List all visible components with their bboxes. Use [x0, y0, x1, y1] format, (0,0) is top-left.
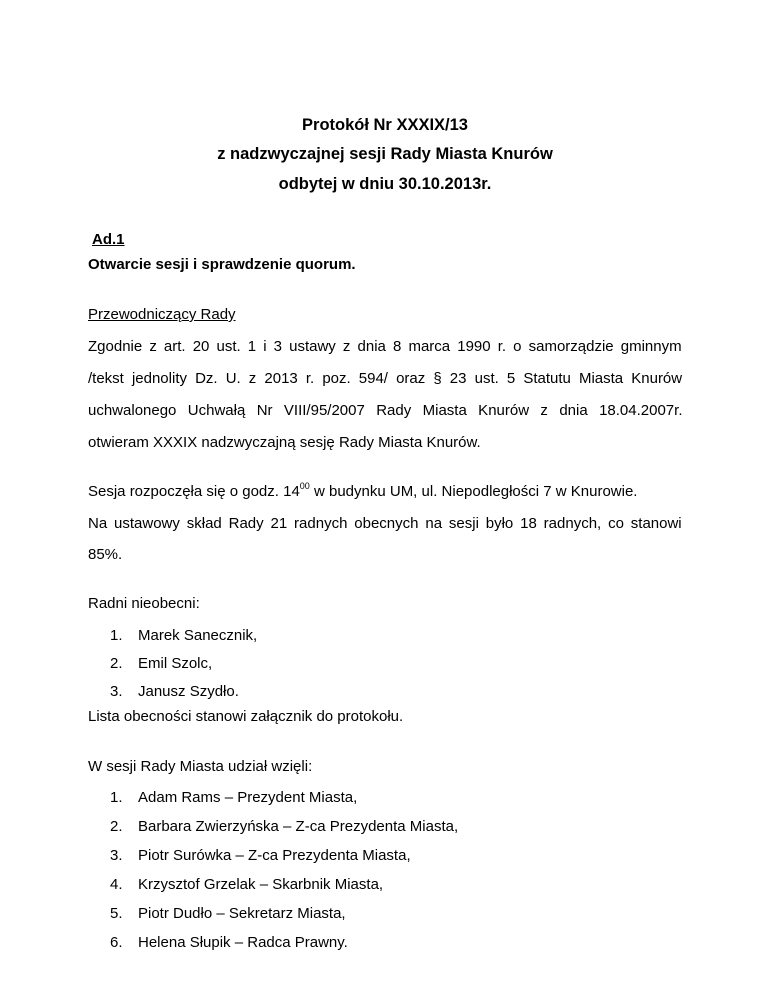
chair-paragraph-line-1: Zgodnie z art. 20 ust. 1 i 3 ustawy z dnia 8 marca 1990 r. o samorządzie gminnym: [88, 338, 682, 355]
list-item-text: Helena Słupik – Radca Prawny.: [138, 934, 348, 951]
list-item-number: 2.: [110, 655, 123, 672]
session-start-minutes: 00: [299, 481, 310, 491]
list-item-number: 4.: [110, 876, 123, 893]
guest-list-item: [110, 934, 348, 951]
document-date-line: odbytej w dniu 30.10.2013r.: [278, 175, 492, 193]
list-item-number: 3.: [110, 847, 123, 864]
quorum-line-1: Na ustawowy skład Rady 21 radnych obecnych na sesji było 18 radnych, co stanowi: [88, 515, 682, 532]
list-item-text: Barbara Zwierzyńska – Z-ca Prezydenta Miasta,: [138, 818, 459, 835]
guest-list-item: [110, 847, 411, 864]
session-start-suffix: w budynku UM, ul. Niepodległości 7 w Knurowie.: [309, 483, 638, 500]
absent-list-item: [110, 683, 239, 700]
section-heading: Otwarcie sesji i sprawdzenie quorum.: [88, 256, 356, 273]
absent-list-item: [110, 627, 257, 644]
guest-list-item: [110, 789, 357, 806]
list-item-text: Piotr Dudło – Sekretarz Miasta,: [138, 905, 346, 922]
list-item-text: Piotr Surówka – Z-ca Prezydenta Miasta,: [138, 847, 411, 864]
chair-label: Przewodniczący Rady: [88, 306, 236, 323]
document-subtitle: z nadzwyczajnej sesji Rady Miasta Knurów: [217, 145, 553, 163]
absent-list-item: [110, 655, 212, 672]
list-item-text: Janusz Szydło.: [138, 683, 239, 700]
list-item-number: 3.: [110, 683, 123, 700]
section-label: Ad.1: [92, 231, 125, 248]
chair-paragraph-line-2: /tekst jednolity Dz. U. z 2013 r. poz. 594/ oraz § 23 ust. 5 Statutu Miasta Knurów: [88, 370, 683, 387]
document-title: Protokół Nr XXXIX/13: [302, 116, 468, 134]
list-item-text: Adam Rams – Prezydent Miasta,: [138, 789, 358, 806]
guest-list-item: [110, 905, 346, 922]
chair-paragraph-line-3: uchwalonego Uchwałą Nr VIII/95/2007 Rady Miasta Knurów z dnia 18.04.2007r.: [88, 402, 683, 419]
session-start-line: [88, 483, 637, 500]
guests-heading: W sesji Rady Miasta udział wzięli:: [88, 758, 313, 775]
session-start-prefix: Sesja rozpoczęła się o godz. 14: [88, 483, 300, 500]
chair-paragraph-line-4: otwieram XXXIX nadzwyczajną sesję Rady Miasta Knurów.: [88, 434, 481, 451]
list-item-text: Emil Szolc,: [138, 655, 213, 672]
guest-list-item: [110, 818, 458, 835]
list-item-text: Krzysztof Grzelak – Skarbnik Miasta,: [138, 876, 384, 893]
absent-heading: Radni nieobecni:: [88, 595, 200, 612]
quorum-line-2: 85%.: [88, 546, 123, 563]
list-item-number: 1.: [110, 627, 123, 644]
list-item-number: 2.: [110, 818, 123, 835]
list-item-number: 1.: [110, 789, 123, 806]
list-item-number: 5.: [110, 905, 123, 922]
attendance-note: Lista obecności stanowi załącznik do protokołu.: [88, 708, 404, 725]
list-item-text: Marek Sanecznik,: [138, 627, 258, 644]
guest-list-item: [110, 876, 383, 893]
list-item-number: 6.: [110, 934, 123, 951]
